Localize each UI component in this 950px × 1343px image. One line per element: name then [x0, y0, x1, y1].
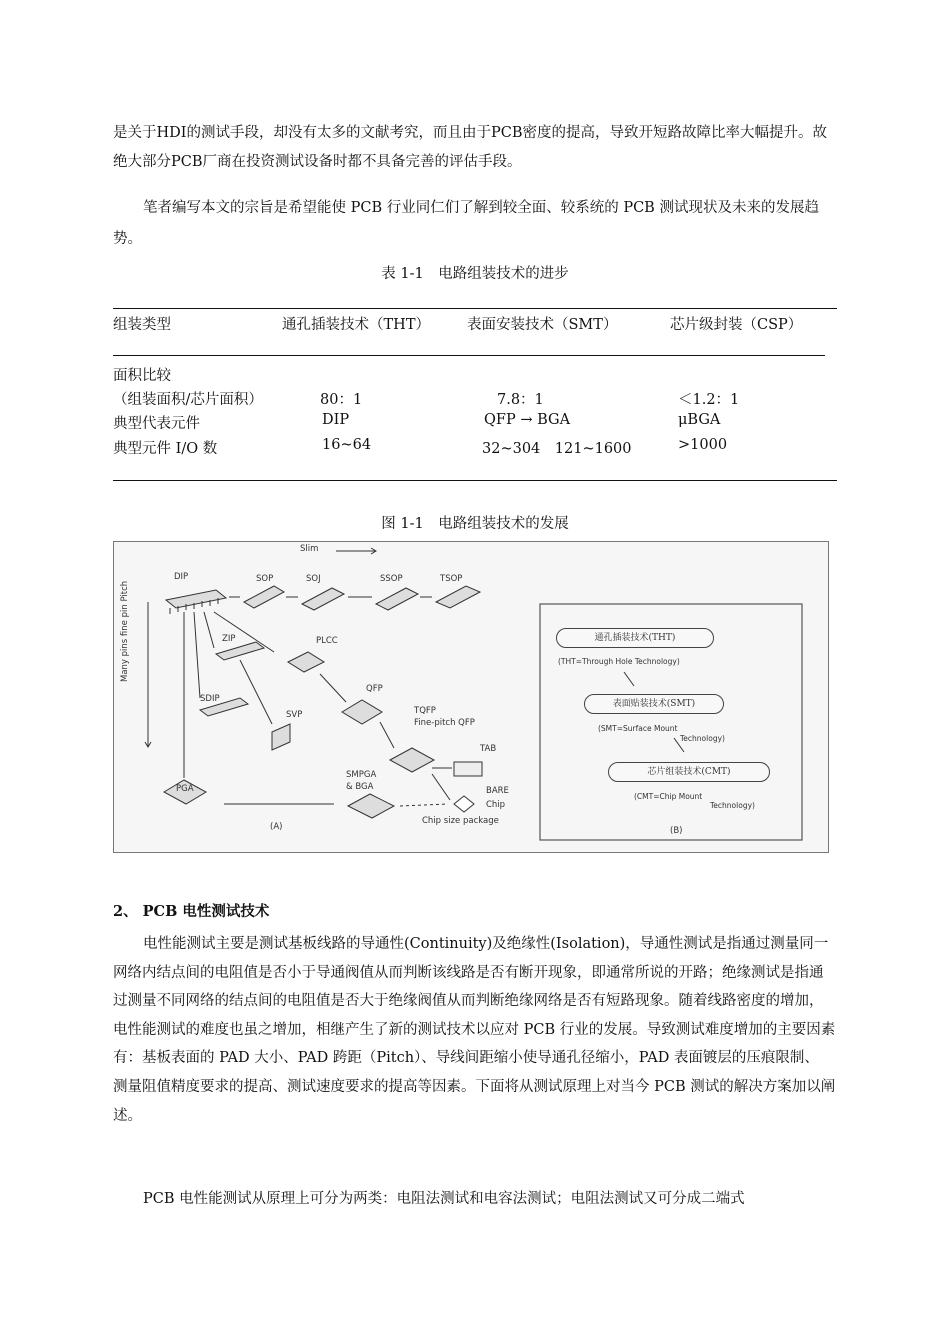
- cmt-note: Technology): [710, 801, 755, 810]
- table-cell: 32~304 121~1600: [482, 441, 632, 457]
- table-header-tht: 通孔插装技术（THT）: [282, 317, 430, 333]
- tqfp-chip: [390, 748, 434, 772]
- figure-1-1: [113, 541, 829, 853]
- smt-note: (SMT=Surface Mount: [598, 724, 678, 733]
- table-cell: ＜1.2：1: [678, 392, 740, 408]
- table-cell: μBGA: [678, 412, 721, 428]
- section-paragraph-1: 电性能测试主要是测试基板线路的导通性(Continuity)及绝缘性(Isolation)，导通性测试是指通过测量同一网络内结点间的电阻值是否小于导通阀值从而判断该线路是否有断开现象，即通常所说的开路；绝缘测试是指通过测量不同网络的结点间的电阻值是否大于绝缘阀值从而判断绝缘网络是否有短路现象。随着线路密度的增加，电性能测试的难度也虽之增加，相继产生了新的测试技术以应对 PCB 行业的发展。导致测试难度增加的主要因素有：基板表面的 PAD 大小、PAD 跨距（Pitch）、导线间距缩小使导通孔径缩小，PAD 表面镀层的压痕限制、 测量阻值精度要求的提高、测试速度要求的提高等因素。下面将从测试原理上对当今 PCB 测试的解决方案加以阐述。: [113, 936, 836, 1124]
- fig-label: SSOP: [380, 574, 403, 584]
- panel-b-label: (B): [670, 826, 683, 836]
- ssop-chip: [376, 588, 418, 610]
- qfp-chip: [342, 700, 382, 724]
- fig-label: PGA: [176, 784, 194, 794]
- fig-label: TAB: [480, 744, 497, 754]
- soj-chip: [302, 588, 344, 610]
- table-top-rule: [113, 308, 837, 309]
- dip-chip: [166, 590, 226, 614]
- fig-label: SOP: [256, 574, 274, 584]
- table-cell: DIP: [322, 412, 350, 428]
- table-cell: 16~64: [322, 437, 372, 453]
- table-row-label: 面积比较: [113, 368, 171, 384]
- table-header-rule: [113, 355, 825, 356]
- fig-label: ZIP: [222, 634, 236, 644]
- fig-label: PLCC: [316, 636, 338, 646]
- sop-chip: [244, 586, 284, 608]
- fig-label: Chip size package: [422, 816, 499, 826]
- fig-label: SOJ: [306, 574, 321, 584]
- tht-note: (THT=Through Hole Technology): [558, 657, 680, 666]
- fig-label: QFP: [366, 684, 383, 694]
- fig-label: SDIP: [200, 694, 220, 704]
- tab-chip: [454, 762, 482, 776]
- smt-pill: 表面贴装技术(SMT): [584, 694, 724, 714]
- table-cell: 7.8：1: [497, 392, 544, 408]
- side-label: Many pins fine pin Pitch: [120, 580, 130, 682]
- table-cell: 80：1: [320, 392, 363, 408]
- smt-note: Technology): [680, 734, 725, 743]
- fig-label: & BGA: [346, 782, 374, 792]
- fig-label: SVP: [286, 710, 303, 720]
- table-row-label: （组装面积/芯片面积）: [113, 392, 263, 408]
- tht-pill: 通孔插装技术(THT): [556, 628, 714, 648]
- table-caption: 表 1-1 电路组装技术的进步: [381, 266, 569, 282]
- figure-caption: 图 1-1 电路组装技术的发展: [381, 516, 569, 532]
- panel-a-label: (A): [270, 822, 283, 832]
- cmt-pill: 芯片组装技术(CMT): [608, 762, 770, 782]
- zip-chip: [216, 642, 264, 660]
- fig-label: DIP: [174, 572, 189, 582]
- tsop-chip: [436, 586, 480, 608]
- table-row-label: 典型元件 I/O 数: [113, 441, 218, 457]
- table-header-smt: 表面安装技术（SMT）: [467, 317, 618, 333]
- plcc-chip: [288, 652, 324, 672]
- intro-paragraph-2: 笔者编写本文的宗旨是希望能使 PCB 行业同仁们了解到较全面、较系统的 PCB 测试现状及未来的发展趋势。: [113, 200, 819, 247]
- fig-label: Chip: [486, 800, 506, 810]
- bare-chip: [454, 796, 474, 812]
- table-cell: QFP → BGA: [484, 412, 571, 428]
- smpga-chip: [348, 794, 394, 818]
- fig-label: TSOP: [440, 574, 463, 584]
- table-header-type: 组装类型: [113, 317, 171, 333]
- table-header-csp: 芯片级封装（CSP）: [670, 317, 803, 333]
- fig-label: TQFP: [414, 706, 436, 716]
- section-paragraph-2: PCB 电性能测试从原理上可分为两类：电阻法测试和电容法测试；电阻法测试又可分成二端式: [143, 1191, 745, 1207]
- svp-chip: [272, 724, 290, 750]
- intro-paragraph-1: 是关于HDI的测试手段，却没有太多的文献考究，而且由于PCB密度的提高，导致开短路故障比率大幅提升。故绝大部分PCB厂商在投资测试设备时都不具备完善的评估手段。: [113, 125, 828, 170]
- cmt-note: (CMT=Chip Mount: [634, 792, 703, 801]
- table-row-label: 典型代表元件: [113, 416, 200, 432]
- fig-label: BARE: [486, 786, 509, 796]
- table-bottom-rule: [113, 480, 837, 481]
- fig-label: Fine-pitch QFP: [414, 718, 475, 728]
- fig-label: SMPGA: [346, 770, 377, 780]
- section-heading: 2、 PCB 电性测试技术: [113, 903, 270, 920]
- slim-label: Slim: [300, 544, 319, 554]
- table-cell: >1000: [678, 437, 728, 453]
